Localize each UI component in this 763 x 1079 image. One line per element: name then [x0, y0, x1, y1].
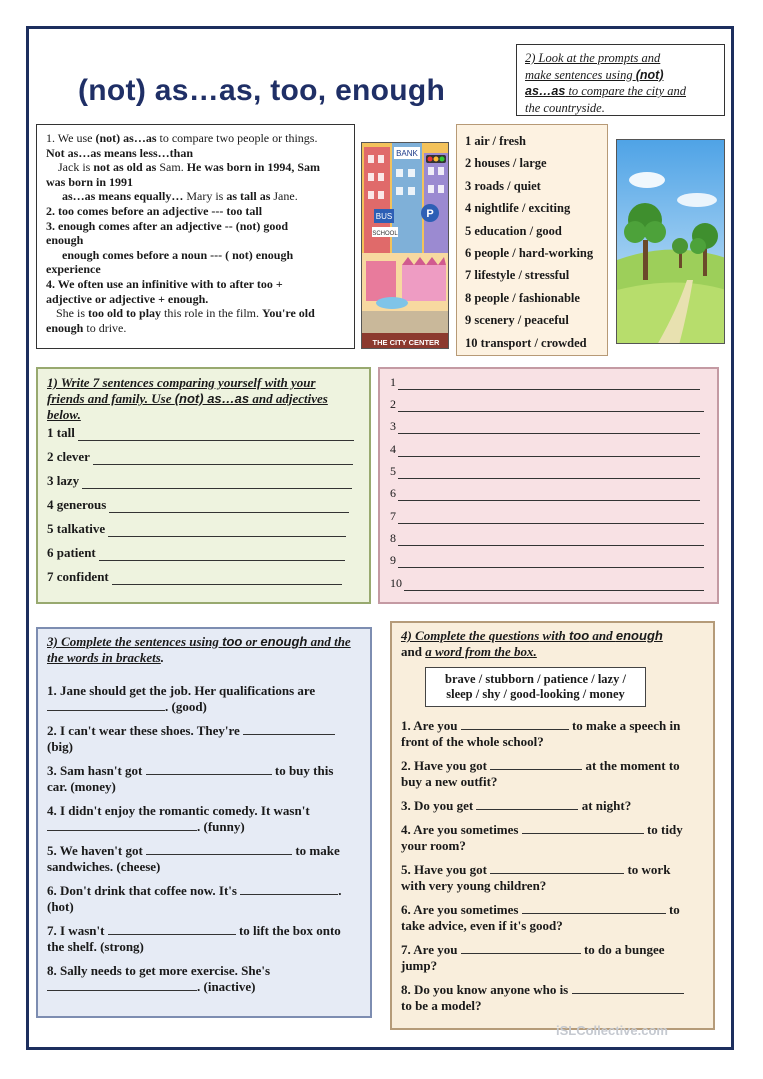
- question-text: at the moment to: [585, 758, 680, 773]
- answer-blank[interactable]: [490, 758, 582, 770]
- prompt2-line: the countryside.: [525, 100, 605, 115]
- question-6: [401, 902, 706, 934]
- question-1: [401, 718, 706, 750]
- answer-blank[interactable]: [47, 699, 165, 711]
- exercise-4-heading: and: [401, 644, 426, 659]
- question-text: at night?: [581, 798, 632, 813]
- grammar-text: as…as means equally…: [62, 189, 184, 204]
- grammar-text: 1. We use: [46, 131, 96, 145]
- sentence-line: [47, 569, 342, 585]
- exercise-4-heading-bold: too: [568, 628, 590, 643]
- answer-blank[interactable]: [47, 979, 197, 991]
- grammar-text: was born in 1991: [46, 174, 134, 189]
- numbered-line: [390, 419, 700, 434]
- prompt-item: 3 roads / quiet: [465, 178, 541, 193]
- question-text: to tidy: [646, 822, 683, 837]
- prompt-item: 2 houses / large: [465, 156, 547, 171]
- grammar-text: Not as…as means less…than: [46, 145, 194, 160]
- grammar-text: adjective or adjective + enough.: [46, 291, 209, 306]
- grammar-text: (not) as…as: [95, 131, 157, 145]
- answer-blank[interactable]: [99, 548, 345, 561]
- question-text: 3. Do you get: [401, 798, 474, 813]
- exercise-4-heading-bold: enough: [615, 628, 663, 643]
- answer-blank[interactable]: [398, 444, 700, 457]
- answer-blank[interactable]: [82, 476, 352, 489]
- line-number: 10: [390, 576, 402, 590]
- question-text: 7. Are you: [401, 942, 458, 957]
- grammar-text: 4. We often use: [46, 276, 127, 291]
- exercise-4-heading: and: [589, 628, 616, 643]
- answer-blank[interactable]: [398, 421, 700, 434]
- question-2: [401, 758, 706, 790]
- adjective-label: 2 clever: [47, 449, 90, 464]
- question-text: 4. Are you sometimes: [401, 822, 519, 837]
- numbered-line: [390, 375, 700, 390]
- prompt-item: 4 nightlife / exciting: [465, 201, 571, 216]
- exercise-3-heading: the words in brackets: [47, 650, 161, 665]
- grammar-text: enough: [46, 233, 84, 248]
- question-3: [47, 763, 363, 795]
- sentence-line: [47, 545, 345, 561]
- answer-blank[interactable]: [109, 500, 349, 513]
- question-2: [47, 723, 363, 755]
- school-sign: SCHOOL: [372, 231, 398, 237]
- question-text: 4. I didn't enjoy the romantic comedy. It wasn't: [47, 803, 310, 818]
- answer-blank[interactable]: [108, 923, 236, 935]
- question-text: jump?: [401, 958, 438, 973]
- question-text: to buy this: [274, 763, 334, 778]
- numbered-line: [390, 486, 700, 501]
- grammar-text: She is: [56, 306, 89, 321]
- answer-blank[interactable]: [461, 718, 569, 730]
- question-text: your room?: [401, 838, 466, 853]
- answer-blank[interactable]: [398, 377, 700, 390]
- exercise-4-heading: a word from the box.: [425, 644, 537, 659]
- question-4: [47, 803, 363, 835]
- question-7: [47, 923, 363, 955]
- answer-blank[interactable]: [93, 452, 353, 465]
- exercise-4-heading: 4) Complete the questions with: [401, 628, 569, 643]
- adjective-label: 4 generous: [47, 497, 107, 512]
- grammar-text: this role in the film.: [161, 306, 263, 321]
- exercise-1: [36, 367, 371, 604]
- exercise-2-answer-lines: [378, 367, 719, 604]
- question-text: 8. Sally needs to get more exercise. She's: [47, 963, 271, 978]
- prompt2-bold: (not): [635, 67, 664, 82]
- numbered-line: [390, 531, 704, 546]
- question-1: [47, 683, 363, 715]
- question-text: 8. Do you know anyone who is: [401, 982, 569, 997]
- question-8: [401, 982, 706, 1014]
- line-number: 4: [390, 442, 396, 456]
- question-text: (big): [47, 739, 73, 754]
- question-text: sandwiches. (cheese): [47, 859, 161, 874]
- adjective-label: 1 tall: [47, 425, 75, 440]
- question-text: . (good): [165, 699, 207, 714]
- grammar-text: Jane.: [270, 189, 298, 204]
- line-number: 9: [390, 553, 396, 567]
- grammar-text: He was born in 1994, Sam: [186, 160, 321, 175]
- question-text: (hot): [47, 899, 74, 914]
- grammar-text: You're old: [262, 306, 315, 321]
- line-number: 2: [390, 397, 396, 411]
- question-4: [401, 822, 706, 854]
- adjective-label: 7 confident: [47, 569, 109, 584]
- answer-blank[interactable]: [522, 902, 666, 914]
- question-7: [401, 942, 706, 974]
- grammar-text: not as old as: [93, 160, 157, 175]
- exercise-3-heading: or: [242, 634, 261, 649]
- prompt-item: 9 scenery / peaceful: [465, 313, 569, 328]
- grammar-text: enough comes before a noun --- ( not) enough: [62, 247, 294, 262]
- prompt2-line: to compare the city and: [565, 84, 686, 98]
- answer-blank[interactable]: [398, 511, 704, 524]
- exercise-1-heading: friends and family. Use: [47, 391, 175, 406]
- grammar-text: as tall as: [226, 189, 271, 204]
- bank-sign: BANK: [396, 149, 418, 158]
- question-text: to be a model?: [401, 998, 482, 1013]
- question-text: 6. Are you sometimes: [401, 902, 519, 917]
- numbered-line: [390, 509, 704, 524]
- countryside-drawing: [617, 140, 725, 344]
- grammar-text: experience: [46, 262, 101, 277]
- bus-sign: BUS: [375, 212, 393, 221]
- answer-blank[interactable]: [490, 862, 624, 874]
- answer-blank[interactable]: [398, 466, 700, 479]
- prompt2-bold: as…as: [525, 84, 566, 98]
- answer-blank[interactable]: [404, 578, 704, 591]
- exercise-2-instructions: [516, 44, 725, 116]
- grammar-text: to compare two people or things.: [156, 131, 318, 145]
- question-text: .: [338, 883, 342, 898]
- question-text: to: [668, 902, 680, 917]
- numbered-line: [390, 397, 704, 412]
- answer-blank[interactable]: [398, 533, 704, 546]
- line-number: 7: [390, 509, 396, 523]
- grammar-text: too old to play: [88, 306, 162, 321]
- exercise-3-heading: and the: [307, 634, 351, 649]
- answer-blank[interactable]: [398, 488, 700, 501]
- city-caption: THE CITY CENTER: [372, 338, 440, 347]
- numbered-line: [390, 553, 704, 568]
- word-box: [425, 667, 646, 707]
- question-text: 1. Are you: [401, 718, 458, 733]
- adjective-label: 3 lazy: [47, 473, 80, 488]
- prompt-item: 6 people / hard-working: [465, 245, 594, 260]
- exercise-1-heading: below.: [47, 407, 81, 422]
- numbered-line: [390, 464, 700, 479]
- question-text: front of the whole school?: [401, 734, 544, 749]
- line-number: 8: [390, 531, 396, 545]
- answer-blank[interactable]: [112, 572, 342, 585]
- grammar-rules-box: [36, 124, 355, 349]
- page-title: (not) as…as, too, enough: [78, 74, 446, 107]
- answer-blank[interactable]: [78, 428, 354, 441]
- grammar-text: an infinitive with to after too +: [126, 276, 283, 291]
- question-text: 5. Have you got: [401, 862, 487, 877]
- sentence-line: [47, 521, 346, 537]
- answer-blank[interactable]: [572, 982, 684, 994]
- grammar-text: 3. enough comes after an adjective -- (not) good: [46, 218, 289, 233]
- answer-blank[interactable]: [476, 798, 578, 810]
- answer-blank[interactable]: [398, 555, 704, 568]
- question-8: [47, 963, 363, 995]
- answer-blank[interactable]: [522, 822, 644, 834]
- answer-blank[interactable]: [146, 763, 272, 775]
- grammar-text: to drive.: [83, 320, 127, 335]
- answer-blank[interactable]: [47, 819, 197, 831]
- question-5: [47, 843, 363, 875]
- question-text: to lift the box onto: [238, 923, 341, 938]
- question-text: 7. I wasn't: [47, 923, 105, 938]
- city-illustration: [361, 142, 449, 349]
- prompt-item: 8 people / fashionable: [465, 290, 580, 305]
- question-text: to work: [627, 862, 671, 877]
- question-text: take advice, even if it's good?: [401, 918, 563, 933]
- grammar-text: 2. too comes before an adjective --- too tall: [46, 203, 263, 218]
- question-text: to do a bungee: [583, 942, 665, 957]
- question-text: 1. Jane should get the job. Her qualifications are: [47, 683, 316, 698]
- line-number: 1: [390, 375, 396, 389]
- question-text: with very young children?: [401, 878, 547, 893]
- numbered-line: [390, 576, 704, 591]
- sentence-line: [47, 497, 349, 513]
- word-box-line: sleep / shy / good-looking / money: [446, 687, 625, 701]
- city-drawing: [362, 143, 449, 349]
- exercise-3-heading: 3) Complete the sentences using: [47, 634, 223, 649]
- answer-blank[interactable]: [108, 524, 346, 537]
- sentence-line: [47, 449, 353, 465]
- sentence-line: [47, 425, 354, 441]
- adjective-label: 5 talkative: [47, 521, 106, 536]
- question-6: [47, 883, 363, 915]
- line-number: 3: [390, 419, 396, 433]
- question-text: buy a new outfit?: [401, 774, 498, 789]
- question-text: 2. I can't wear these shoes. They're: [47, 723, 240, 738]
- answer-blank[interactable]: [243, 723, 335, 735]
- question-text: . (funny): [197, 819, 245, 834]
- grammar-text: Mary is: [183, 189, 227, 204]
- prompt-item: 7 lifestyle / stressful: [465, 268, 570, 283]
- answer-blank[interactable]: [146, 843, 292, 855]
- answer-blank[interactable]: [398, 399, 704, 412]
- exercise-1-heading-bold: (not) as…as: [174, 391, 250, 406]
- parking-sign: P: [426, 208, 434, 220]
- watermark: iSLCollective.com: [556, 1023, 668, 1038]
- question-text: to make a speech in: [571, 718, 681, 733]
- question-text: 2. Have you got: [401, 758, 487, 773]
- question-text: 5. We haven't got: [47, 843, 143, 858]
- line-number: 5: [390, 464, 396, 478]
- question-text: car. (money): [47, 779, 116, 794]
- grammar-text: Jack is: [58, 160, 94, 175]
- question-5: [401, 862, 706, 894]
- sentence-line: [47, 473, 352, 489]
- adjective-label: 6 patient: [47, 545, 96, 560]
- comparison-prompts: [456, 124, 608, 356]
- question-text: the shelf. (strong): [47, 939, 144, 954]
- question-text: 3. Sam hasn't got: [47, 763, 143, 778]
- prompt2-line: 2) Look at the prompts and: [525, 51, 661, 65]
- question-text: . (inactive): [197, 979, 256, 994]
- word-box-line: brave / stubborn / patience / lazy /: [445, 672, 626, 686]
- exercise-3: 3) Complete the sentences using too or enough and the the words in brackets. 1. Jane should get the job. Her qualifications are . (good) 2. I can't wear these shoes. They're (big) 3. Sam hasn't got to buy this car. (money) 4. I didn't enjoy the romantic comedy. It wasn't . (funny) 5. We haven't got to make sandwiches. (cheese) 6. Don't drink that coffee now. It's . (hot) 7. I wasn't to lift the box onto the shelf. (strong) 8. Sally needs to get more exercise. She's . (inactive): [36, 627, 372, 1018]
- prompt2-line: make sentences using: [525, 67, 636, 82]
- question-3: [401, 798, 706, 814]
- exercise-1-heading: and adjectives: [249, 391, 328, 406]
- exercise-1-heading: 1) Write 7 sentences comparing yourself with your: [47, 375, 316, 390]
- exercise-3-heading-bold: too: [222, 634, 243, 649]
- line-number: 6: [390, 486, 396, 500]
- grammar-text: enough: [46, 320, 84, 335]
- prompt-item: 5 education / good: [465, 223, 562, 238]
- answer-blank[interactable]: [240, 883, 338, 895]
- exercise-3-heading-bold: enough: [260, 634, 308, 649]
- prompt-item: 1 air / fresh: [465, 134, 526, 148]
- prompt-item: 10 transport / crowded: [465, 335, 587, 350]
- countryside-illustration: [616, 139, 725, 344]
- question-text: to make: [295, 843, 340, 858]
- answer-blank[interactable]: [461, 942, 581, 954]
- numbered-line: [390, 442, 700, 457]
- grammar-text: Sam.: [156, 160, 187, 175]
- question-text: 6. Don't drink that coffee now. It's: [47, 883, 237, 898]
